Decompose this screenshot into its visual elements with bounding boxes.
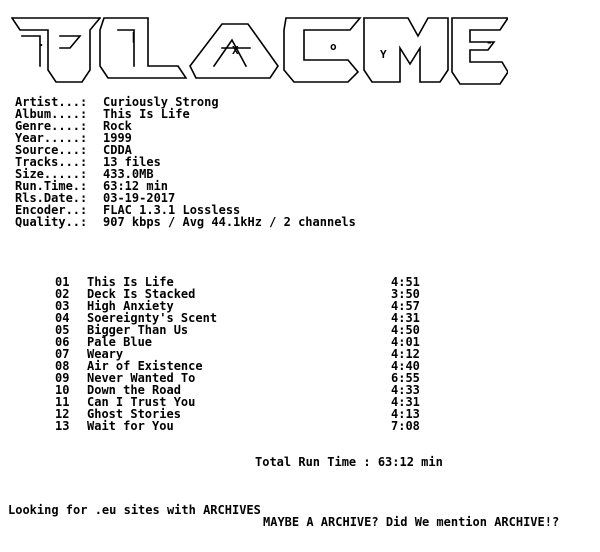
info-label: Album....: xyxy=(15,107,88,121)
track-time: 4:51 xyxy=(391,275,420,289)
svg-text:o: o xyxy=(330,40,337,53)
info-label: Artist...: xyxy=(15,95,88,109)
ascii-logo xyxy=(8,6,508,86)
track-list xyxy=(55,276,435,432)
svg-text:|: | xyxy=(130,30,137,43)
track-number: 07 xyxy=(55,347,70,361)
info-label: Size.....: xyxy=(15,167,88,181)
flacme-logo-art xyxy=(8,6,508,86)
info-value: 433.0MB xyxy=(103,167,154,181)
svg-text:Y: Y xyxy=(380,48,387,61)
release-info xyxy=(15,96,356,228)
footer-line-1: Looking for .eu sites with ARCHIVES xyxy=(8,503,261,517)
track-title: This Is Life xyxy=(87,275,174,289)
track-time: 4:31 xyxy=(391,311,420,325)
total-run-time xyxy=(255,456,443,468)
track-time: 7:08 xyxy=(391,419,420,433)
info-label: Encoder..: xyxy=(15,203,88,217)
total-label: Total Run Time : xyxy=(255,455,371,469)
info-value: Rock xyxy=(103,119,132,133)
track-number: 04 xyxy=(55,311,70,325)
track-time: 4:13 xyxy=(391,407,420,421)
svg-text:X: X xyxy=(232,44,239,57)
track-number: 09 xyxy=(55,371,70,385)
svg-text:-: - xyxy=(486,36,493,49)
info-value: 13 files xyxy=(103,155,161,169)
track-time: 6:55 xyxy=(391,371,420,385)
svg-text:.: . xyxy=(38,36,45,49)
info-label: Tracks...: xyxy=(15,155,88,169)
track-title: Pale Blue xyxy=(87,335,153,349)
track-number: 02 xyxy=(55,287,70,301)
track-time: 4:57 xyxy=(391,299,420,313)
info-value: CDDA xyxy=(103,143,132,157)
total-value: 63:12 min xyxy=(377,455,443,469)
track-number: 05 xyxy=(55,323,70,337)
track-time: 4:50 xyxy=(391,323,420,337)
track-title: Wait for You xyxy=(87,419,174,433)
track-row xyxy=(55,420,435,432)
info-label: Quality..: xyxy=(15,215,88,229)
track-title: Ghost Stories xyxy=(87,407,181,421)
track-time: 3:50 xyxy=(391,287,420,301)
track-number: 08 xyxy=(55,359,70,373)
track-number: 11 xyxy=(55,395,70,409)
track-time: 4:31 xyxy=(391,395,420,409)
info-value: 907 kbps / Avg 44.1kHz / 2 channels xyxy=(103,215,356,229)
track-title: Deck Is Stacked xyxy=(87,287,196,301)
track-number: 13 xyxy=(55,419,70,433)
track-number: 06 xyxy=(55,335,70,349)
track-number: 03 xyxy=(55,299,70,313)
track-title: Bigger Than Us xyxy=(87,323,189,337)
track-time: 4:40 xyxy=(391,359,420,373)
track-title: Can I Trust You xyxy=(87,395,196,409)
track-title: Air of Existence xyxy=(87,359,203,373)
footer-line-2: MAYBE A ARCHIVE? Did We mention ARCHIVE!? xyxy=(263,515,560,529)
info-value: Curiously Strong xyxy=(103,95,219,109)
info-value: This Is Life xyxy=(103,107,190,121)
track-title: Soereignty's Scent xyxy=(87,311,218,325)
info-value: 03-19-2017 xyxy=(103,191,176,205)
track-title: Weary xyxy=(87,347,124,361)
info-value: 1999 xyxy=(103,131,132,145)
info-value: 63:12 min xyxy=(103,179,169,193)
info-label: Genre....: xyxy=(15,119,88,133)
track-time: 4:12 xyxy=(391,347,420,361)
info-label: Rls.Date.: xyxy=(15,191,88,205)
track-time: 4:01 xyxy=(391,335,420,349)
track-title: Down the Road xyxy=(87,383,181,397)
track-title: High Anxiety xyxy=(87,299,174,313)
info-label: Year.....: xyxy=(15,131,88,145)
track-number: 01 xyxy=(55,275,70,289)
info-label: Source...: xyxy=(15,143,88,157)
track-title: Never Wanted To xyxy=(87,371,196,385)
info-value: FLAC 1.3.1 Lossless xyxy=(103,203,241,217)
track-number: 10 xyxy=(55,383,70,397)
track-number: 12 xyxy=(55,407,70,421)
track-time: 4:33 xyxy=(391,383,420,397)
info-label: Run.Time.: xyxy=(15,179,88,193)
info-row-quality xyxy=(15,216,356,228)
